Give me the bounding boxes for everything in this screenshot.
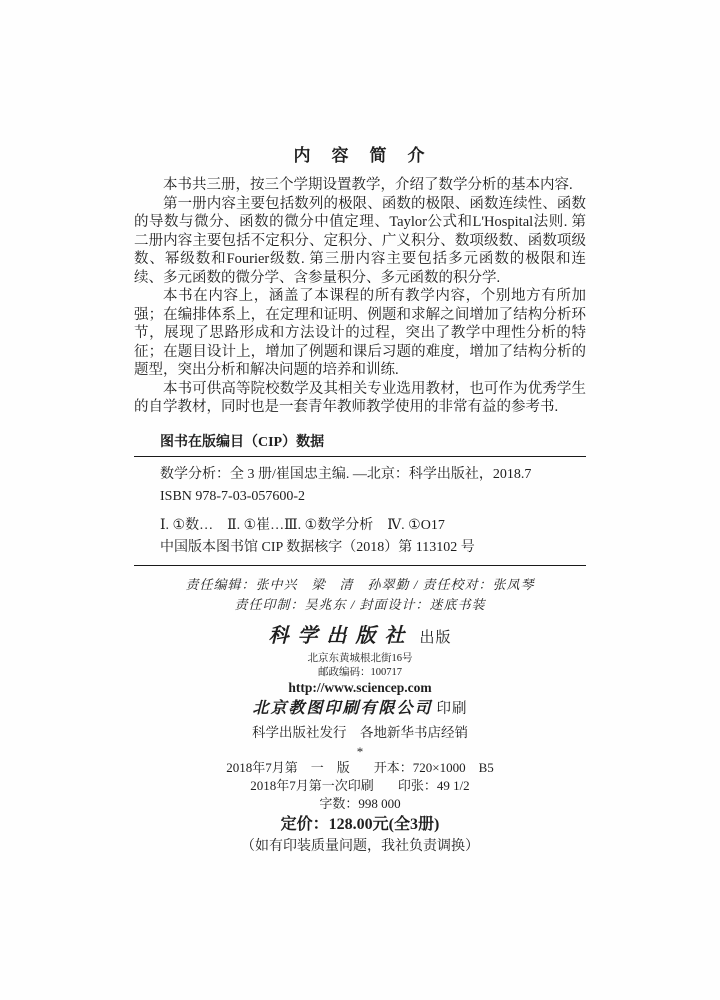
publisher-postcode: 邮政编码：100717: [318, 667, 402, 678]
section-divider-star: *: [356, 744, 364, 759]
printer-name: 北京教图印刷有限公司: [252, 699, 433, 717]
cip-body: [134, 457, 586, 559]
edition-line: [134, 759, 586, 777]
staff-credits-section: [134, 575, 586, 616]
format-spec: 开本：720×1000 B5: [373, 760, 494, 775]
edition-date: 2018年7月第 一 版: [226, 760, 350, 775]
sheet-count: 印张：49 1/2: [397, 778, 470, 793]
intro-paragraph: 本书共三册，按三个学期设置教学，介绍了数学分析的基本内容.: [163, 177, 573, 193]
cip-classification-line: Ⅰ. ①数… Ⅱ. ①崔…Ⅲ. ①数学分析 Ⅳ. ①O17: [160, 517, 445, 533]
publisher-name: 科学出版社: [268, 624, 414, 647]
cip-title-line: 数学分析：全 3 册/崔国忠主编. —北京：科学出版社，2018.7: [160, 466, 532, 482]
printer-line: [134, 697, 586, 722]
intro-paragraph: 第一册内容主要包括数列的极限、函数的极限、函数连续性、函数的导数与微分、函数的微分中值定理、Taylor公式和L'Hospital法则. 第二册内容主要包括不定积分、定积分、广义积分、数项级数、函数项级数、幂级数和Fourier级数. 第三册内容主要包括多元函数的极限和连续、多元函数的微分学、含参量积分、多元函数的积分学.: [134, 195, 586, 286]
content-column: [134, 0, 586, 858]
impression-line: [134, 777, 586, 795]
print-run-section: [134, 759, 586, 858]
cip-data-section: [134, 433, 586, 566]
impression-date: 2018年7月第一次印刷: [250, 778, 374, 793]
cip-record-line: 中国版本图书馆 CIP 数据核字（2018）第 113102 号: [160, 539, 475, 555]
publisher-imprint-section: [134, 623, 586, 760]
intro-paragraph: 本书在内容上，涵盖了本课程的所有教学内容，个别地方有所加强；在编排体系上，在定理和证明、例题和求解之间增加了结构分析环节，展现了思路形成和方法设计的过程，突出了教学中理性分析的特征；在题目设计上，增加了例题和课后习题的难度，增加了结构分析的题型，突出分析和解决问题的培养和训练.: [134, 288, 586, 378]
publisher-line: [134, 623, 586, 652]
staff-printing-line: 责任印制：吴兆东 / 封面设计：迷底书装: [234, 597, 486, 612]
publisher-website: http://www.sciencep.com: [288, 680, 432, 695]
distribution-line: 科学出版社发行 各地新华书店经销: [252, 725, 468, 740]
cip-isbn-line: ISBN 978-7-03-057600-2: [160, 488, 306, 504]
cip-header: 图书在版编目（CIP）数据: [160, 434, 325, 450]
cip-divider-bottom: [134, 565, 586, 566]
word-count: 字数：998 000: [319, 796, 401, 811]
quality-notice: （如有印装质量问题，我社负责调换）: [241, 839, 479, 854]
staff-editors-line: 责任编辑：张中兴 梁 清 孙翠勤 / 责任校对：张凤琴: [185, 576, 535, 592]
page-title: 内 容 简 介: [293, 146, 427, 165]
content-summary-section: [134, 176, 586, 417]
intro-paragraph: 本书可供高等院校数学及其相关专业选用教材，也可作为优秀学生的自学教材，同时也是一套青年教师教学使用的非常有益的参考书.: [134, 380, 586, 415]
publisher-role-label: 出版: [419, 629, 452, 646]
publisher-address: 北京东黄城根北街16号: [307, 652, 413, 664]
price-line: 定价：128.00元(全3册): [280, 816, 440, 833]
printer-role-label: 印刷: [436, 700, 468, 717]
